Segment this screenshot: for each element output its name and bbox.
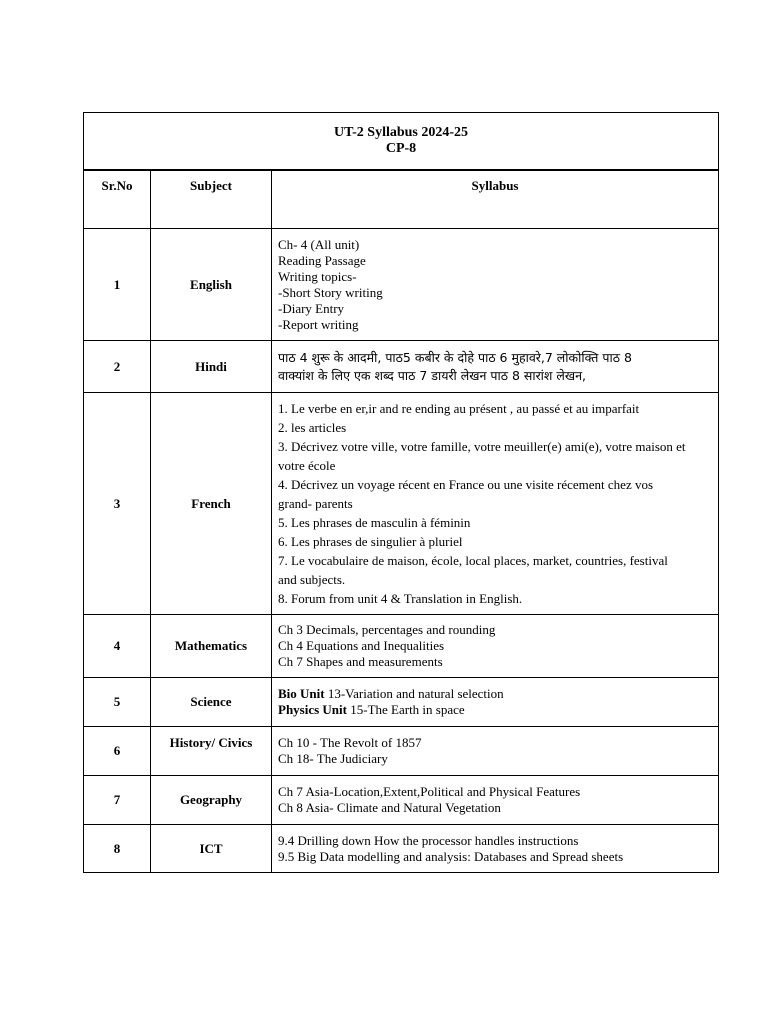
syllabus-line: 9.4 Drilling down How the processor handles instructions xyxy=(278,832,579,848)
row-syllabus xyxy=(272,825,719,873)
row-syllabus xyxy=(272,229,719,341)
bio-unit-label: Bio Unit xyxy=(278,686,325,701)
syllabus-line: -Report writing xyxy=(278,316,359,332)
physics-unit-label: Physics Unit xyxy=(278,702,347,717)
row-srno: 2 xyxy=(84,341,151,393)
table-row xyxy=(84,229,719,341)
syllabus-document xyxy=(83,112,718,873)
syllabus-line: 2. les articles xyxy=(278,420,347,435)
syllabus-line: and subjects. xyxy=(278,572,346,587)
syllabus-line: grand- parents xyxy=(278,496,353,511)
syllabus-line: 4. Décrivez un voyage récent en France ou une visite récement chez vos xyxy=(278,477,654,492)
table-row xyxy=(84,727,719,776)
syllabus-line xyxy=(278,686,712,702)
row-srno: 4 xyxy=(84,615,151,678)
row-subject: English xyxy=(151,229,272,341)
syllabus-line xyxy=(278,702,712,718)
row-srno: 1 xyxy=(84,229,151,341)
syllabus-line: Ch 3 Decimals, percentages and rounding xyxy=(278,622,496,637)
syllabus-line: वाक्यांश के लिए एक शब्द पाठ 7 डायरी लेखन पाठ 8 सारांश लेखन, xyxy=(278,367,586,383)
syllabus-line: पाठ 4 शुरू के आदमी, पाठ5 कबीर के दोहे पाठ 6 मुहावरे,7 लोकोक्ति पाठ 8 xyxy=(278,349,632,365)
table-row xyxy=(84,393,719,615)
syllabus-line: Ch 18- The Judiciary xyxy=(278,751,388,766)
syllabus-line: 6. Les phrases de singulier à pluriel xyxy=(278,534,463,549)
syllabus-line: 8. Forum from unit 4 & Translation in English. xyxy=(278,591,523,606)
syllabus-line: Ch 8 Asia- Climate and Natural Vegetation xyxy=(278,800,501,815)
syllabus-line: Ch 4 Equations and Inequalities xyxy=(278,638,445,653)
title-cell xyxy=(84,113,719,171)
row-subject: Science xyxy=(151,678,272,727)
row-srno: 5 xyxy=(84,678,151,727)
class-code: CP-8 xyxy=(385,141,417,156)
row-subject: History/ Civics xyxy=(151,727,272,776)
table-row xyxy=(84,825,719,873)
title-row xyxy=(84,113,719,171)
row-srno: 3 xyxy=(84,393,151,615)
syllabus-table xyxy=(83,112,719,873)
syllabus-line: Ch- 4 (All unit) xyxy=(278,236,360,252)
row-subject: Hindi xyxy=(151,341,272,393)
row-syllabus xyxy=(272,393,719,615)
syllabus-line: Ch 7 Asia-Location,Extent,Political and Physical Features xyxy=(278,784,581,799)
row-srno: 8 xyxy=(84,825,151,873)
syllabus-line: 3. Décrivez votre ville, votre famille, votre meuiller(e) ami(e), votre maison et xyxy=(278,439,686,454)
physics-unit-text: 15-The Earth in space xyxy=(346,702,465,717)
syllabus-line: Ch 10 - The Revolt of 1857 xyxy=(278,735,422,750)
syllabus-line: -Diary Entry xyxy=(278,300,345,316)
row-subject: Mathematics xyxy=(151,615,272,678)
syllabus-line: -Short Story writing xyxy=(278,284,383,300)
table-row xyxy=(84,776,719,825)
header-syllabus: Syllabus xyxy=(272,170,719,229)
syllabus-line: 1. Le verbe en er,ir and re ending au présent , au passé et au imparfait xyxy=(278,401,640,416)
row-srno: 7 xyxy=(84,776,151,825)
row-syllabus xyxy=(272,678,719,727)
syllabus-line: 9.5 Big Data modelling and analysis: Databases and Spread sheets xyxy=(278,848,624,864)
syllabus-line: 7. Le vocabulaire de maison, école, local places, market, countries, festival xyxy=(278,553,668,568)
row-syllabus xyxy=(272,776,719,825)
row-syllabus xyxy=(272,615,719,678)
row-srno: 6 xyxy=(84,727,151,776)
row-syllabus xyxy=(272,341,719,393)
header-srno: Sr.No xyxy=(84,170,151,229)
syllabus-line: Reading Passage xyxy=(278,252,366,268)
row-subject: French xyxy=(151,393,272,615)
table-row xyxy=(84,678,719,727)
row-subject: Geography xyxy=(151,776,272,825)
header-subject: Subject xyxy=(151,170,272,229)
syllabus-line: Ch 7 Shapes and measurements xyxy=(278,654,443,669)
table-row xyxy=(84,341,719,393)
syllabus-line: Writing topics- xyxy=(278,268,357,284)
syllabus-line: 5. Les phrases de masculin à féminin xyxy=(278,515,471,530)
table-row xyxy=(84,615,719,678)
header-row xyxy=(84,170,719,229)
row-syllabus xyxy=(272,727,719,776)
syllabus-line: votre école xyxy=(278,458,336,473)
row-subject: ICT xyxy=(151,825,272,873)
bio-unit-text: 13-Variation and natural selection xyxy=(324,686,504,701)
document-title: UT-2 Syllabus 2024-25 xyxy=(333,125,469,140)
